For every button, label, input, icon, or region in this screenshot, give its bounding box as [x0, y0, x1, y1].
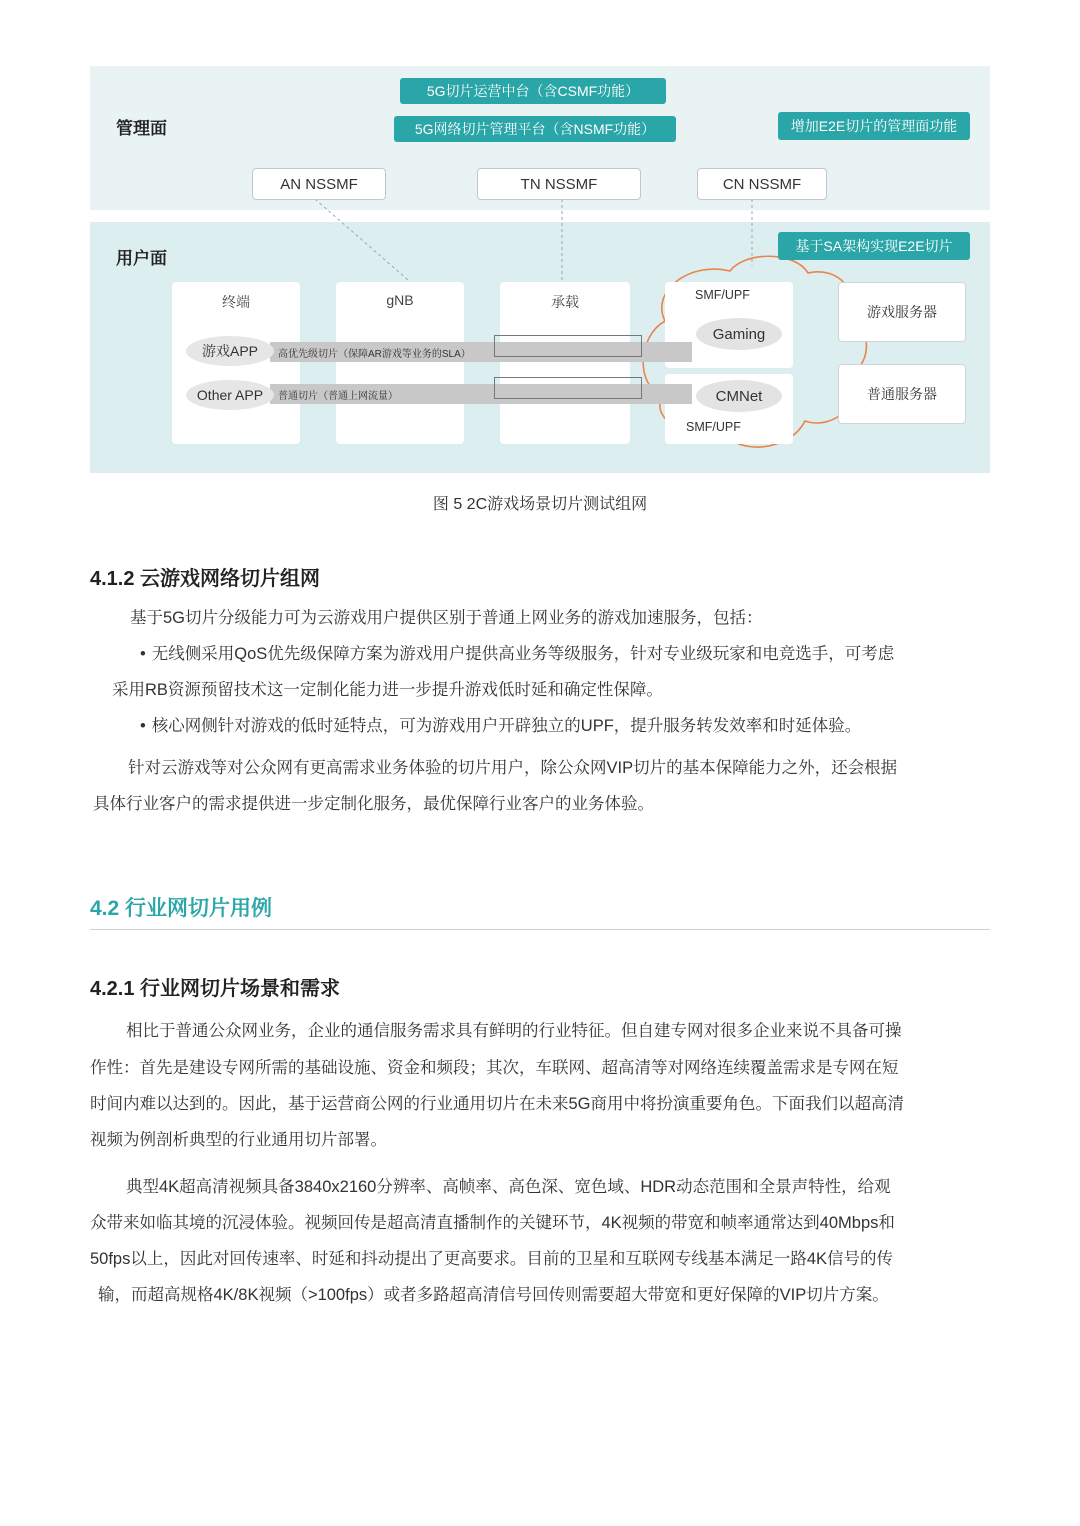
- vip-paragraph-line-1: 针对云游戏等对公众网有更高需求业务体验的切片用户，除公众网VIP切片的基本保障能力之外，还会根据: [128, 759, 898, 777]
- p1-line-1: 相比于普通公众网业务，企业的通信服务需求具有鲜明的行业特征。但自建专网对很多企业来说不具备可操: [126, 1022, 902, 1040]
- transport-column-title: 承载: [551, 294, 579, 310]
- p2-line-1: 典型4K超高清视频具备3840x2160分辨率、高帧率、高色深、宽色域、HDR动态范围和全景声特性，给观: [126, 1178, 891, 1196]
- game-app-pill: 游戏APP: [186, 336, 274, 366]
- bullet-1-line-1: [140, 636, 894, 673]
- normal-server-box: 普通服务器: [838, 364, 966, 424]
- intro-paragraph: 基于5G切片分级能力可为云游戏用户提供区别于普通上网业务的游戏加速服务，包括：: [130, 609, 763, 627]
- gnb-column: [336, 282, 464, 444]
- gaming-node: Gaming: [696, 318, 782, 350]
- tn-nssmf-box: TN NSSMF: [477, 168, 641, 200]
- bullet-2: [140, 708, 861, 745]
- high-priority-slice-bar: 高优先级切片（保障AR游戏等业务的SLA）: [270, 342, 692, 362]
- nsmf-box: 5G网络切片管理平台（含NSMF功能）: [394, 116, 676, 142]
- user-plane-label: 用户面: [116, 249, 167, 268]
- heading-4-1-2: 4.1.2 云游戏网络切片组网: [90, 568, 321, 590]
- figure-caption: 图 5 2C游戏场景切片测试组网: [432, 496, 648, 513]
- csmf-box: 5G切片运营中台（含CSMF功能）: [400, 78, 666, 104]
- gnb-column-title: gNB: [386, 292, 414, 308]
- bullet-dot: •: [140, 645, 146, 663]
- smf-upf-bottom-label: SMF/UPF: [686, 420, 741, 434]
- section-divider: [90, 929, 990, 930]
- heading-4-2: 4.2 行业网切片用例: [90, 897, 273, 920]
- p1-line-2: 作性：首先是建设专网所需的基础设施、资金和频段；其次，车联网、超高清等对网络连续覆盖需求是专网在短: [90, 1059, 899, 1077]
- terminal-column-title: 终端: [222, 294, 250, 310]
- bullet-dot: •: [140, 717, 146, 735]
- normal-transport-segment: [494, 377, 642, 399]
- cn-nssmf-box: CN NSSMF: [697, 168, 827, 200]
- normal-slice-bar: 普通切片（普通上网流量）: [270, 384, 692, 404]
- p1-line-4: 视频为例剖析典型的行业通用切片部署。: [90, 1131, 387, 1149]
- smf-upf-top-label: SMF/UPF: [695, 288, 750, 302]
- other-app-pill: Other APP: [186, 380, 274, 410]
- vip-paragraph-line-2: 具体行业客户的需求提供进一步定制化服务，最优保障行业客户的业务体验。: [93, 795, 654, 813]
- p2-line-4: 输，而超高规格4K/8K视频（>100fps）或者多路超高清信号回传则需要超大带宽和更好保障的VIP切片方案。: [98, 1286, 889, 1304]
- network-slicing-diagram: [90, 66, 990, 473]
- game-server-box: 游戏服务器: [838, 282, 966, 342]
- cmnet-node: CMNet: [696, 380, 782, 412]
- bullet-1-text: 无线侧采用QoS优先级保障方案为游戏用户提供高业务等级服务，针对专业级玩家和电竞选手，可考虑: [151, 645, 895, 663]
- p2-line-2: 众带来如临其境的沉浸体验。视频回传是超高清直播制作的关键环节，4K视频的带宽和帧率通常达到40Mbps和: [90, 1214, 895, 1232]
- bullet-2-text: 核心网侧针对游戏的低时延特点，可为游戏用户开辟独立的UPF，提升服务转发效率和时延体验。: [151, 717, 862, 735]
- sa-architecture-note: 基于SA架构实现E2E切片: [778, 232, 970, 260]
- management-plane-label: 管理面: [116, 119, 167, 138]
- an-nssmf-box: AN NSSMF: [252, 168, 386, 200]
- p1-line-3: 时间内难以达到的。因此，基于运营商公网的行业通用切片在未来5G商用中将扮演重要角色。下面我们以超高清: [90, 1095, 905, 1113]
- p2-line-3: 50fps以上，因此对回传速率、时延和抖动提出了更高要求。目前的卫星和互联网专线基本满足一路4K信号的传: [90, 1250, 894, 1268]
- bullet-1-line-2: 采用RB资源预留技术这一定制化能力进一步提升游戏低时延和确定性保障。: [112, 681, 663, 699]
- transport-column: [500, 282, 630, 444]
- high-priority-transport-segment: [494, 335, 642, 357]
- heading-4-2-1: 4.2.1 行业网切片场景和需求: [90, 978, 341, 1000]
- e2e-management-note: 增加E2E切片的管理面功能: [778, 112, 970, 140]
